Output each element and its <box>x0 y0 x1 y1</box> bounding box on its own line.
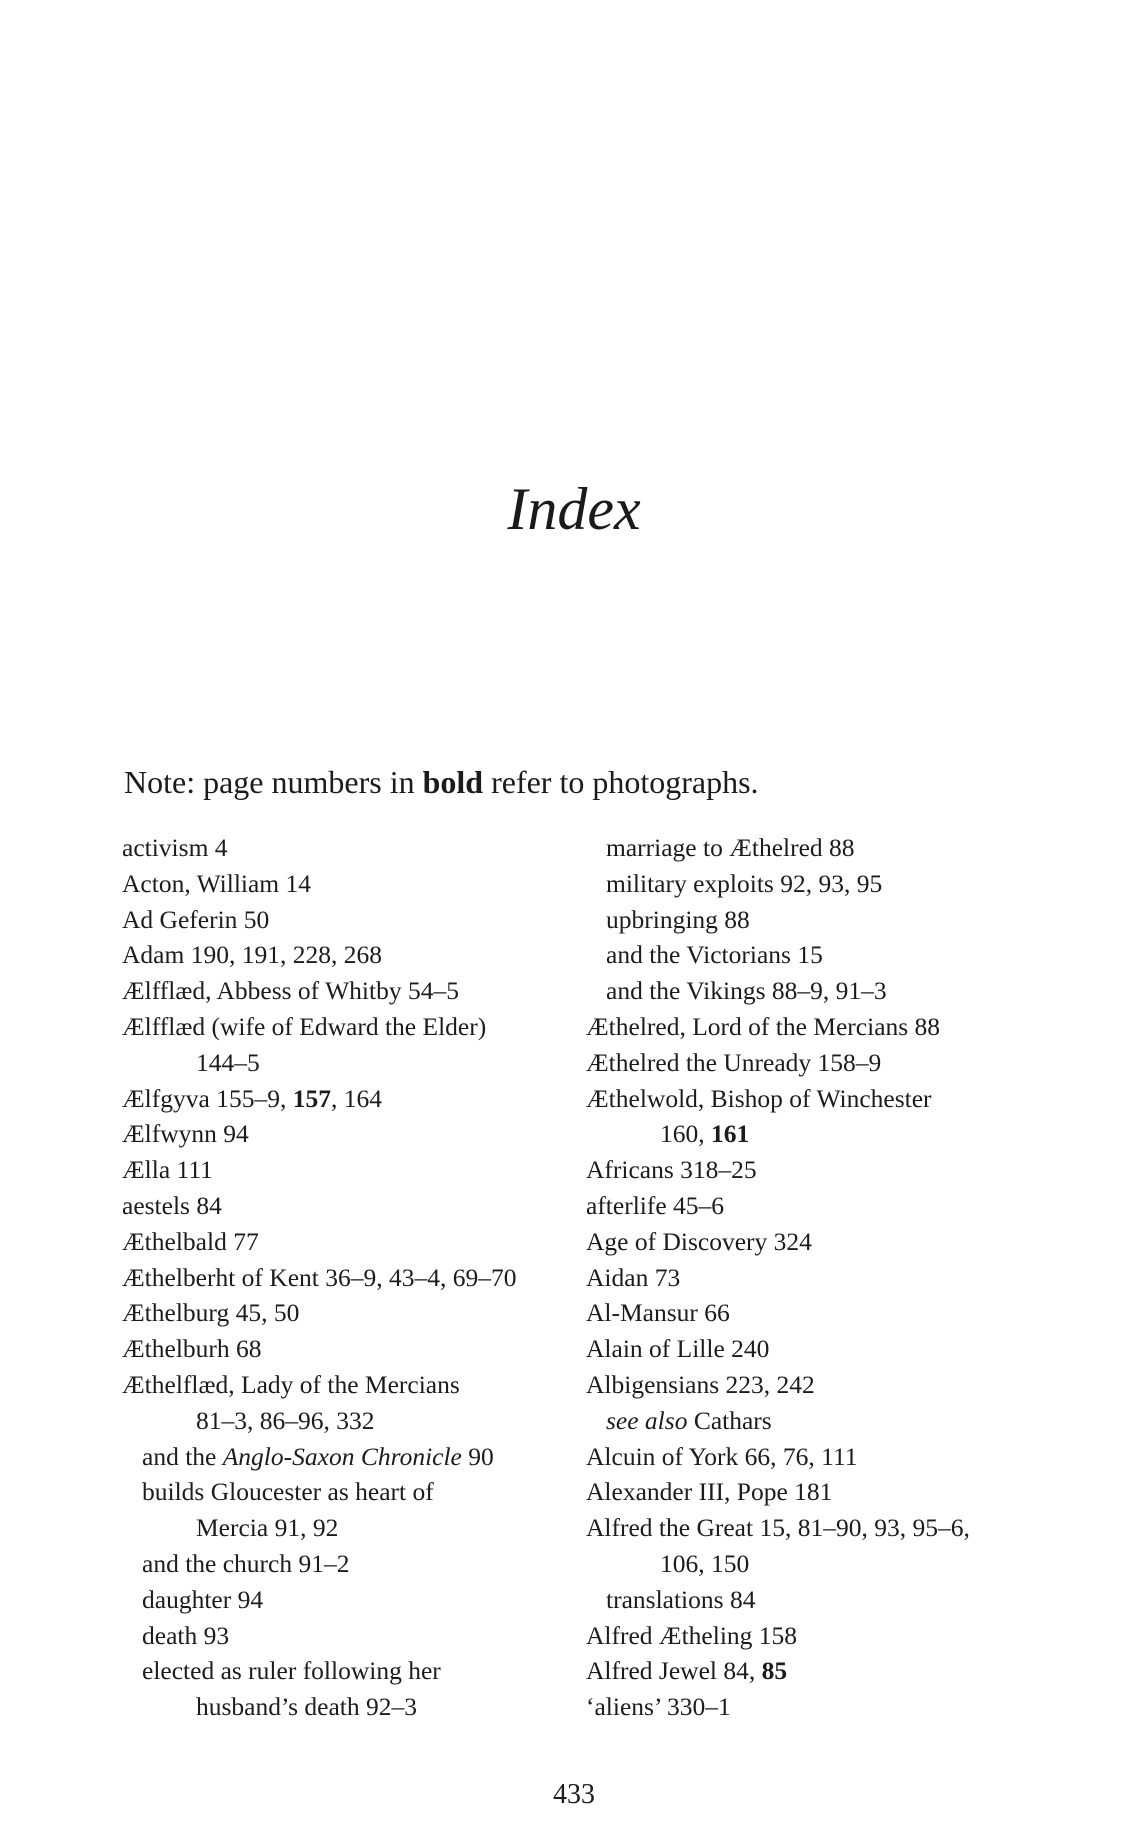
index-subentry: upbringing 88 <box>606 904 750 934</box>
index-entry: Æthelburh 68 <box>122 1334 262 1364</box>
index-entry: aestels 84 <box>122 1190 222 1220</box>
note-text-after: refer to photographs. <box>483 764 759 800</box>
index-entry <box>122 1081 592 1117</box>
index-entry-turnover: 81–3, 86–96, 332 <box>196 1405 375 1435</box>
index-subentry: daughter 94 <box>142 1584 264 1614</box>
index-subentry: military exploits 92, 93, 95 <box>606 868 883 898</box>
index-subentry: death 93 <box>142 1620 230 1650</box>
index-subentry: elected as ruler following her <box>142 1656 441 1686</box>
entry-text-tail: , 164 <box>330 1083 382 1113</box>
index-entry: Ælfflæd, Abbess of Whitby 54–5 <box>122 976 459 1006</box>
index-entry: ‘aliens’ 330–1 <box>586 1692 731 1722</box>
note-bold-word: bold <box>422 764 484 800</box>
entry-text-tail: 90 <box>461 1441 494 1471</box>
index-entry-turnover <box>586 1116 1056 1152</box>
index-entry: Æthelred the Unready 158–9 <box>586 1047 882 1077</box>
italic-title: Anglo-Saxon Chronicle <box>222 1441 462 1471</box>
index-entry-turnover: Mercia 91, 92 <box>196 1513 339 1543</box>
cross-reference-target: Cathars <box>693 1405 772 1435</box>
index-entry: Albigensians 223, 242 <box>586 1369 815 1399</box>
index-entry: Ælfwynn 94 <box>122 1119 249 1149</box>
index-subentry: and the Victorians 15 <box>606 940 823 970</box>
page-number: 433 <box>553 1779 595 1810</box>
index-column-right <box>586 830 1056 1725</box>
index-entry-turnover: 106, 150 <box>660 1548 750 1578</box>
index-entry-turnover: husband’s death 92–3 <box>196 1692 417 1722</box>
photo-page-number: 85 <box>761 1656 788 1686</box>
photo-page-number: 157 <box>292 1083 331 1113</box>
index-entry: Acton, William 14 <box>122 868 312 898</box>
index-subentry: and the church 91–2 <box>142 1548 350 1578</box>
index-entry: Alcuin of York 66, 76, 111 <box>586 1441 858 1471</box>
index-cross-reference <box>586 1403 1056 1439</box>
index-entry: Adam 190, 191, 228, 268 <box>122 940 382 970</box>
entry-text: Ælfgyva 155–9, <box>122 1083 293 1113</box>
index-entry: Æthelwold, Bishop of Winchester <box>586 1083 932 1113</box>
index-entry: Aidan 73 <box>586 1262 681 1292</box>
index-entry: Æthelberht of Kent 36–9, 43–4, 69–70 <box>122 1262 517 1292</box>
index-entry <box>586 1653 1056 1689</box>
index-entry: Al-Mansur 66 <box>586 1298 730 1328</box>
index-entry: activism 4 <box>122 833 228 862</box>
index-entry: Ælfflæd (wife of Edward the Elder) <box>122 1011 487 1041</box>
entry-text: 160, <box>660 1119 711 1149</box>
index-subentry: marriage to Æthelred 88 <box>606 833 855 862</box>
index-entry: Ælla 111 <box>122 1155 213 1185</box>
photo-page-number: 161 <box>711 1119 750 1149</box>
entry-text: Alfred Jewel 84, <box>586 1656 762 1686</box>
entry-text: and the <box>142 1441 223 1471</box>
index-subentry: and the Vikings 88–9, 91–3 <box>606 976 887 1006</box>
index-entry: Æthelbald 77 <box>122 1226 259 1256</box>
index-entry: Africans 318–25 <box>586 1155 757 1185</box>
index-column-left <box>122 830 592 1725</box>
index-entry: Alfred Ætheling 158 <box>586 1620 798 1650</box>
index-subentry: builds Gloucester as heart of <box>142 1477 434 1507</box>
index-entry: Alain of Lille 240 <box>586 1334 770 1364</box>
index-entry: afterlife 45–6 <box>586 1190 725 1220</box>
see-also-label: see also <box>606 1405 688 1435</box>
index-entry: Æthelburg 45, 50 <box>122 1298 300 1328</box>
index-entry: Alexander III, Pope 181 <box>586 1477 833 1507</box>
index-subentry <box>122 1439 592 1475</box>
page-title: Index <box>507 476 641 542</box>
index-entry: Ad Geferin 50 <box>122 904 270 934</box>
index-entry: Æthelred, Lord of the Mercians 88 <box>586 1011 941 1041</box>
index-note <box>124 762 759 802</box>
index-entry-turnover: 144–5 <box>196 1047 260 1077</box>
index-entry: Æthelflæd, Lady of the Mercians <box>122 1369 460 1399</box>
index-subentry: translations 84 <box>606 1584 756 1614</box>
index-entry: Alfred the Great 15, 81–90, 93, 95–6, <box>586 1513 970 1543</box>
note-text-before: Note: page numbers in <box>124 764 423 800</box>
index-entry: Age of Discovery 324 <box>586 1226 812 1256</box>
